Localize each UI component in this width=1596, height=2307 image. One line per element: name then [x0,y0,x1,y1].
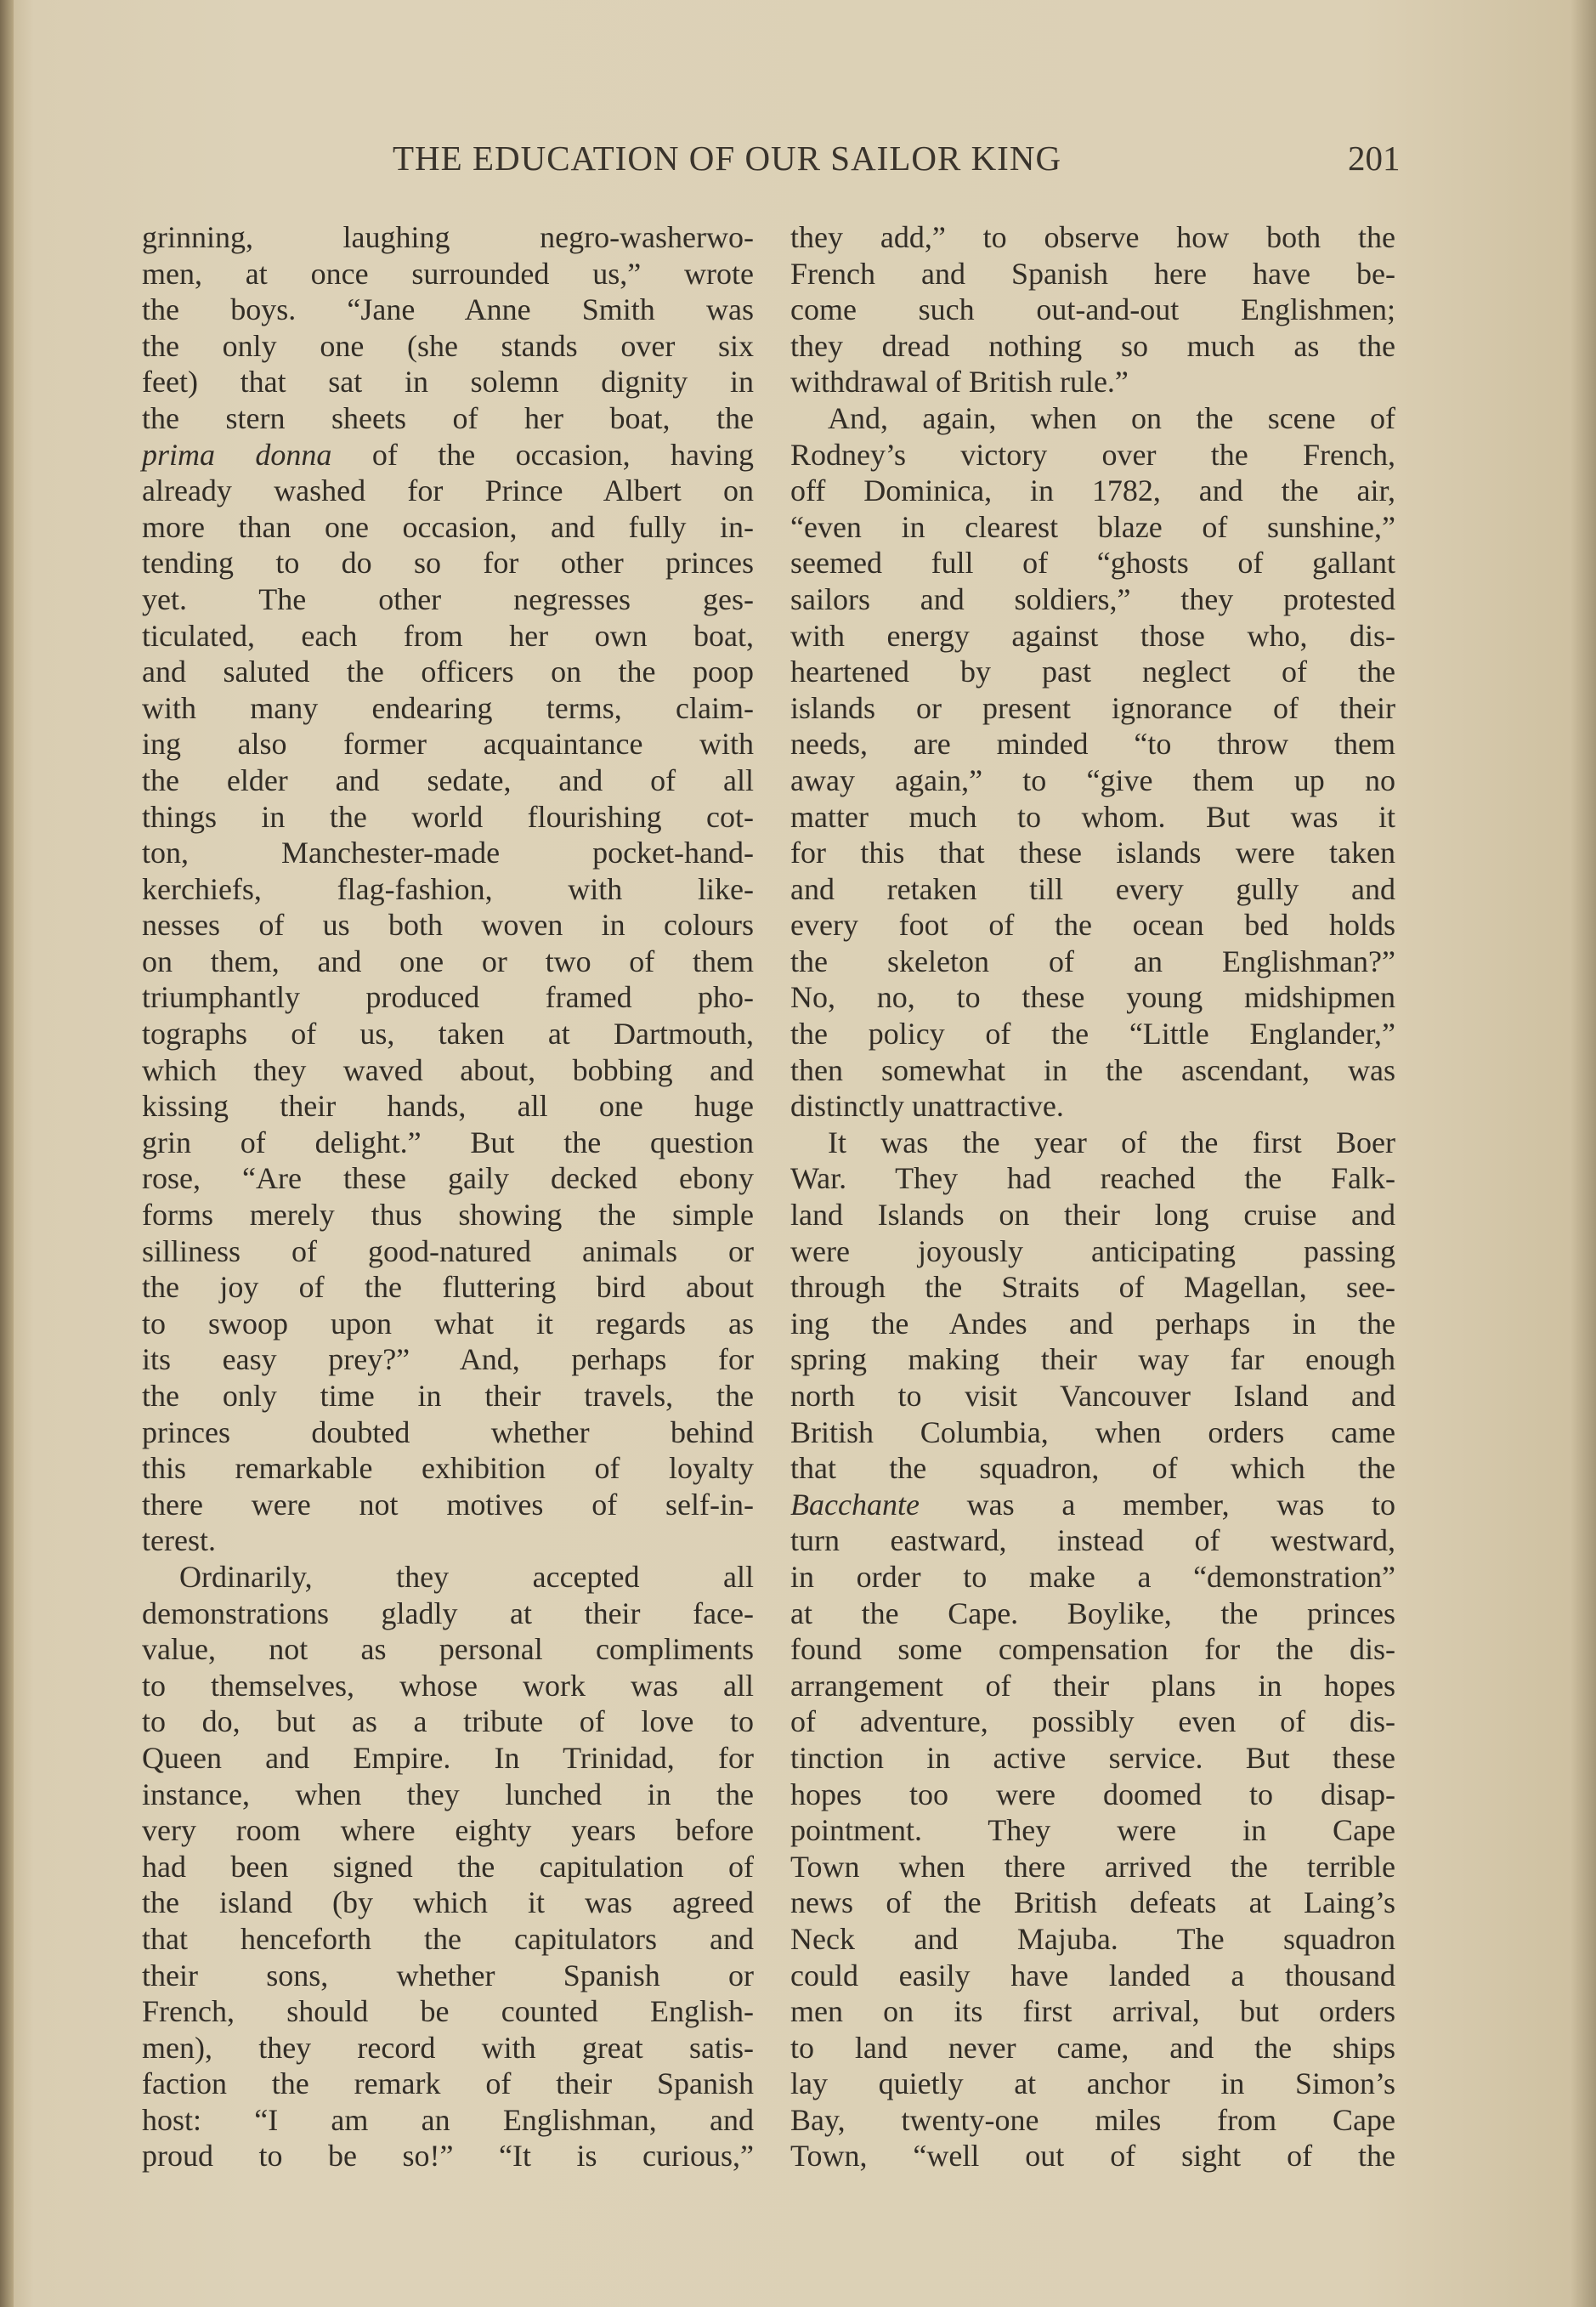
text-line: the elder and sedate, and of all [142,762,754,797]
text-line: Ordinarily, they accepted all [179,1559,754,1594]
text-line: needs, are minded “to throw them [790,727,1395,762]
text-line: hopes too were doomed to disap- [790,1777,1395,1811]
text-line: and retaken till every gully and [790,871,1395,906]
text-line: ing also former acquaintance with [142,727,754,762]
text-line: Queen and Empire. In Trinidad, for [142,1740,754,1775]
running-header [0,138,1596,197]
text-line: already washed for Prince Albert on [142,473,754,508]
text-line: which they waved about, bobbing and [142,1052,754,1087]
text-line: tending to do so for other princes [142,546,754,581]
text-line: for this that these islands were taken [790,836,1395,870]
book-spine-shadow [0,0,14,2307]
text-line: land Islands on their long cruise and [790,1198,1395,1233]
text-line: to do, but as a tribute of love to [142,1704,754,1739]
text-line: distinctly unattractive. [790,1089,1064,1124]
text-line: with energy against those who, dis- [790,618,1395,653]
text-line: War. They had reached the Falk- [790,1161,1395,1196]
text-line: turn eastward, instead of westward, [790,1523,1395,1558]
text-line: could easily have landed a thousand [790,1958,1395,1992]
text-line: sailors and soldiers,” they protested [790,581,1395,616]
text-line: they dread nothing so much as the [790,328,1395,363]
text-line: instance, when they lunched in the [142,1777,754,1811]
text-line: Bacchante was a member, was to [790,1487,1395,1522]
text-line: their sons, whether Spanish or [142,1958,754,1992]
text-line: matter much to whom. But was it [790,799,1395,834]
text-line: demonstrations gladly at their face- [142,1596,754,1630]
text-line: forms merely thus showing the simple [142,1198,754,1233]
text-line: host: “I am an Englishman, and [142,2102,754,2137]
text-line: they add,” to observe how both the [790,220,1395,254]
text-line: heartened by past neglect of the [790,655,1395,689]
text-line: found some compensation for the dis- [790,1632,1395,1667]
right-text-column [790,219,1395,2174]
text-line: the joy of the fluttering bird about [142,1270,754,1305]
text-line: prima donna of the occasion, having [142,437,754,472]
text-line: Town when there arrived the terrible [790,1849,1395,1884]
text-line: men, at once surrounded us,” wrote [142,256,754,291]
text-line: in order to make a “demonstration” [790,1559,1395,1594]
text-line: at the Cape. Boylike, the princes [790,1596,1395,1630]
text-line: feet) that sat in solemn dignity in [142,365,754,400]
text-line: grin of delight.” But the question [142,1125,754,1159]
text-line: through the Straits of Magellan, see- [790,1270,1395,1305]
text-line: the only time in their travels, the [142,1379,754,1413]
text-line: come such out-and-out Englishmen; [790,292,1395,327]
text-line: terest. [142,1523,216,1558]
text-line: to swoop upon what it regards as [142,1306,754,1341]
text-line: tographs of us, taken at Dartmouth, [142,1017,754,1051]
text-line: men), they record with great satis- [142,2030,754,2065]
text-line: arrangement of their plans in hopes [790,1668,1395,1703]
text-line: kissing their hands, all one huge [142,1089,754,1124]
page-number: 201 [1348,139,1401,178]
text-line: its easy prey?” And, perhaps for [142,1342,754,1377]
text-line: then somewhat in the ascendant, was [790,1052,1395,1087]
text-line: It was the year of the first Boer [828,1125,1395,1159]
text-line: Town, “well out of sight of the [790,2139,1395,2174]
text-line: things in the world flourishing cot- [142,799,754,834]
text-line: grinning, laughing negro-washerwo- [142,220,754,254]
text-line: the only one (she stands over six [142,328,754,363]
text-line: the island (by which it was agreed [142,1885,754,1920]
text-line: seemed full of “ghosts of gallant [790,546,1395,581]
text-line: Bay, twenty-one miles from Cape [790,2102,1395,2137]
text-line: nesses of us both woven in colours [142,908,754,943]
text-line: princes doubted whether behind [142,1414,754,1449]
text-line: the stern sheets of her boat, the [142,400,754,435]
text-line: of adventure, possibly even of dis- [790,1704,1395,1739]
text-line: Rodney’s victory over the French, [790,437,1395,472]
text-line: Neck and Majuba. The squadron [790,1921,1395,1956]
text-line: islands or present ignorance of their [790,690,1395,725]
text-line: And, again, when on the scene of [828,400,1395,435]
text-line: tinction in active service. But these [790,1740,1395,1775]
text-line: to land never came, and the ships [790,2030,1395,2065]
text-line: to themselves, whose work was all [142,1668,754,1703]
text-line: yet. The other negresses ges- [142,581,754,616]
text-line: away again,” to “give them up no [790,762,1395,797]
text-line: the boys. “Jane Anne Smith was [142,292,754,327]
text-line: ing the Andes and perhaps in the [790,1306,1395,1341]
text-line: this remarkable exhibition of loyalty [142,1451,754,1486]
text-line: were joyously anticipating passing [790,1233,1395,1268]
text-line: and saluted the officers on the poop [142,655,754,689]
text-line: with many endearing terms, claim- [142,690,754,725]
text-line: kerchiefs, flag-fashion, with like- [142,871,754,906]
running-title: THE EDUCATION OF OUR SAILOR KING [393,139,1062,178]
text-line: that the squadron, of which the [790,1451,1395,1486]
text-line: value, not as personal compliments [142,1632,754,1667]
text-line: off Dominica, in 1782, and the air, [790,473,1395,508]
text-line: the skeleton of an Englishman?” [790,944,1395,978]
left-text-column [142,219,754,2174]
text-line: there were not motives of self-in- [142,1487,754,1522]
text-line: proud to be so!” “It is curious,” [142,2139,754,2174]
text-line: spring making their way far enough [790,1342,1395,1377]
text-line: faction the remark of their Spanish [142,2066,754,2101]
text-line: ticulated, each from her own boat, [142,618,754,653]
text-line: that henceforth the capitulators and [142,1921,754,1956]
text-line: on them, and one or two of them [142,944,754,978]
text-line: north to visit Vancouver Island and [790,1379,1395,1413]
text-line: the policy of the “Little Englander,” [790,1017,1395,1051]
text-line: lay quietly at anchor in Simon’s [790,2066,1395,2101]
text-line: silliness of good-natured animals or [142,1233,754,1268]
text-line: French and Spanish here have be- [790,256,1395,291]
text-line: No, no, to these young midshipmen [790,980,1395,1015]
text-line: ton, Manchester-made pocket-hand- [142,836,754,870]
text-line: rose, “Are these gaily decked ebony [142,1161,754,1196]
text-line: news of the British defeats at Laing’s [790,1885,1395,1920]
text-line: French, should be counted English- [142,1994,754,2029]
text-line: had been signed the capitulation of [142,1849,754,1884]
text-line: “even in clearest blaze of sunshine,” [790,509,1395,544]
text-line: every foot of the ocean bed holds [790,908,1395,943]
text-line: pointment. They were in Cape [790,1813,1395,1848]
text-line: very room where eighty years before [142,1813,754,1848]
text-line: triumphantly produced framed pho- [142,980,754,1015]
text-line: withdrawal of British rule.” [790,365,1129,400]
text-line: more than one occasion, and fully in- [142,509,754,544]
text-line: British Columbia, when orders came [790,1414,1395,1449]
page-edge-shadow [1571,0,1596,2307]
text-line: men on its first arrival, but orders [790,1994,1395,2029]
